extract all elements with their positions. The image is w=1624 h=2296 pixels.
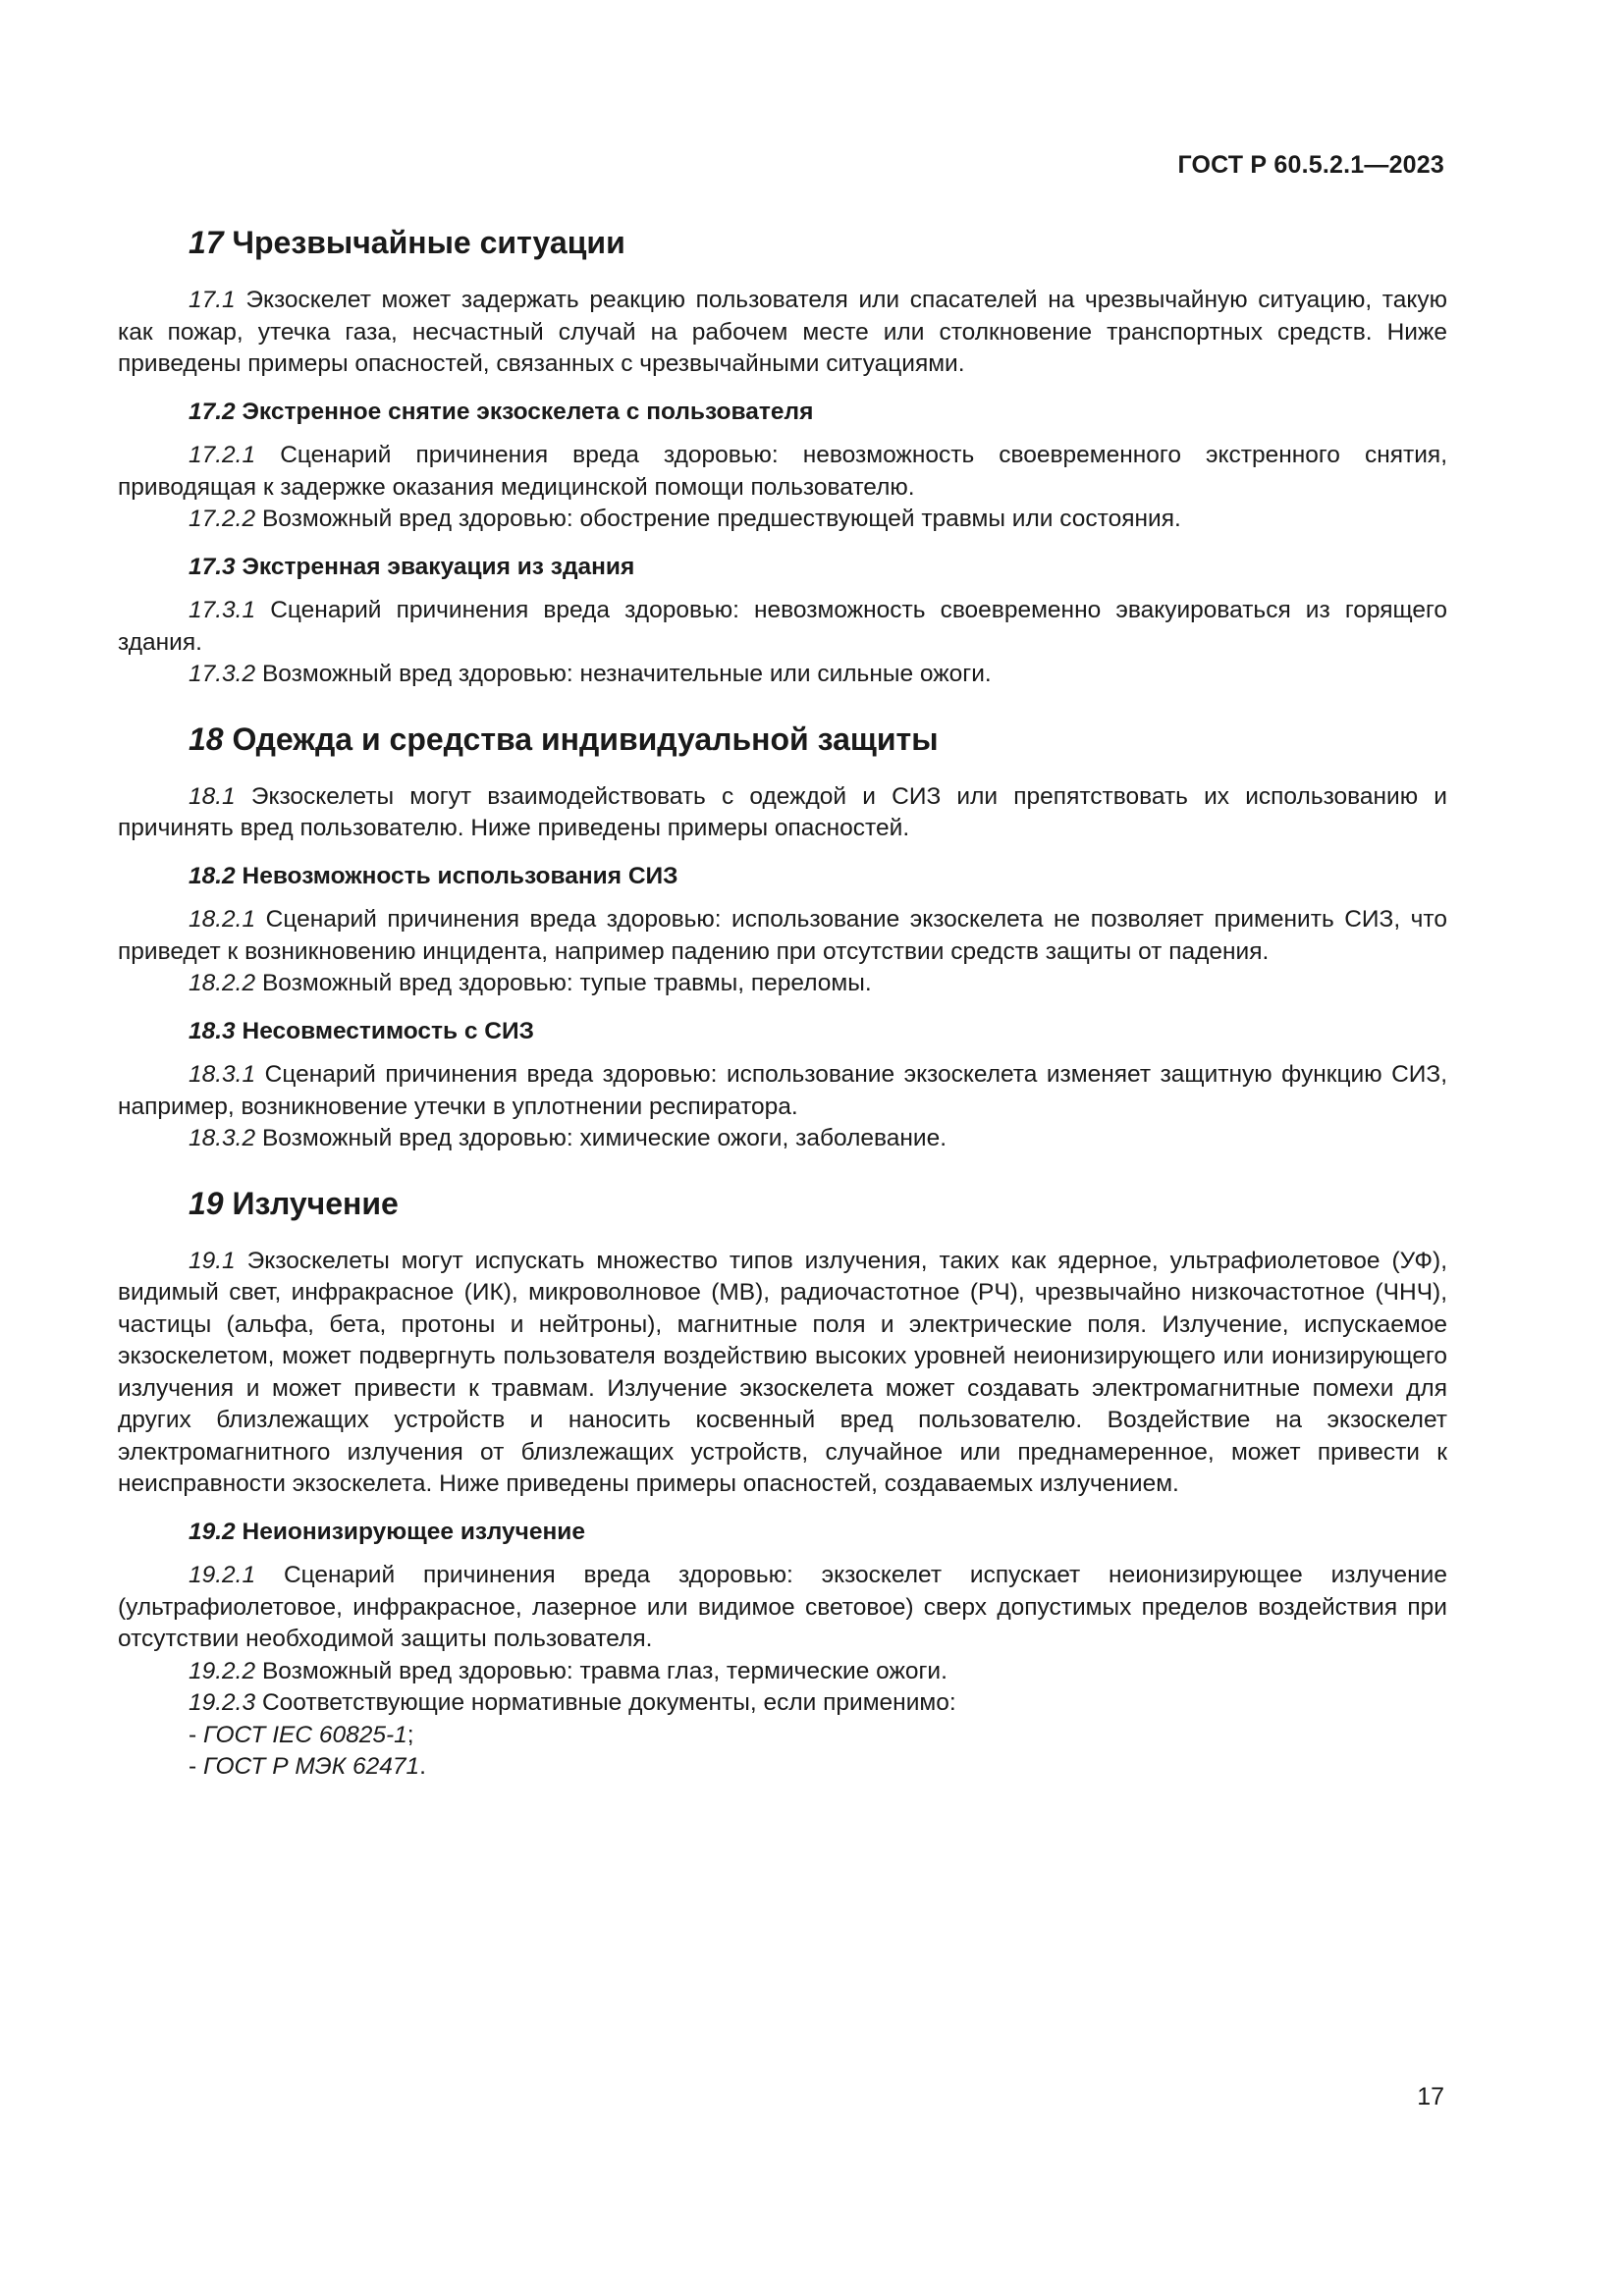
clause-text: Сценарий причинения вреда здоровью: использование экзоскелета не позволяет применить СИЗ, что приведет к возникновению инцидента, например падению при отсутствии средств защиты от падения.	[118, 906, 1447, 965]
clause-text: Экзоскелет может задержать реакцию пользователя или спасателей на чрезвычайную ситуацию, такую как пожар, утечка газа, несчастный случай на рабочем месте или столкновение транспортных средств. Ниже приведены примеры опасностей, связанных с чрезвычайными ситуациями.	[118, 287, 1448, 377]
clause-text: Возможный вред здоровью: обострение предшествующей травмы или состояния.	[261, 506, 1181, 532]
list-dash: -	[189, 1753, 203, 1780]
list-punct: ;	[406, 1721, 414, 1748]
clause-number: 19.2.1	[189, 1562, 256, 1588]
paragraph-17-3-2	[118, 659, 1447, 691]
clause-number: 18.3.1	[189, 1061, 256, 1088]
clause-number: 17.3	[189, 553, 236, 580]
section-number: 18	[189, 721, 224, 757]
paragraph-17-3-1	[118, 595, 1447, 659]
subsection-18-2-title	[118, 861, 1447, 893]
clause-number: 17.2.1	[189, 442, 256, 468]
paragraph-17-2-2	[118, 504, 1447, 536]
paragraph-19-2-1	[118, 1560, 1447, 1656]
clause-number: 18.2.1	[189, 906, 256, 933]
subsection-17-2-title	[118, 397, 1447, 429]
section-number: 19	[189, 1185, 224, 1221]
clause-number: 19.1	[189, 1247, 236, 1274]
paragraph-18-3-2	[118, 1123, 1447, 1155]
list-dash: -	[189, 1721, 203, 1748]
clause-text: Возможный вред здоровью: тупые травмы, переломы.	[261, 970, 872, 996]
section-heading-text: Чрезвычайные ситуации	[232, 225, 625, 260]
clause-number: 17.3.1	[189, 597, 256, 623]
section-heading-text: Излучение	[232, 1185, 399, 1221]
clause-number: 18.1	[189, 782, 236, 810]
paragraph-18-2-2	[118, 968, 1447, 1000]
subsection-19-2-title	[118, 1517, 1447, 1549]
clause-text: Сценарий причинения вреда здоровью: невозможность своевременно эвакуироваться из горящего здания.	[118, 597, 1448, 656]
section-19-title	[118, 1183, 1447, 1224]
section-17-title	[118, 222, 1447, 263]
clause-number: 19.2.3	[189, 1689, 256, 1716]
clause-number: 19.2.2	[189, 1657, 256, 1684]
subsection-heading-text: Экстренное снятие экзоскелета с пользователя	[242, 398, 814, 425]
page-content	[118, 222, 1447, 1784]
clause-text: Сценарий причинения вреда здоровью: невозможность своевременного экстренного снятия, приводящая к задержке оказания медицинской помощи пользователю.	[118, 442, 1448, 501]
clause-text: Возможный вред здоровью: незначительные или сильные ожоги.	[261, 661, 992, 687]
clause-text: Возможный вред здоровью: травма глаз, термические ожоги.	[261, 1657, 947, 1684]
reference-list-item	[118, 1751, 1447, 1784]
section-18-title	[118, 719, 1447, 760]
clause-number: 19.2	[189, 1518, 236, 1545]
clause-text: Сценарий причинения вреда здоровью: экзоскелет испускает неионизирующее излучение (ультрафиолетовое, инфракрасное, лазерное или видимое световое) сверх допустимых пределов воздействия при отсутствии необходимой защиты пользователя.	[118, 1562, 1447, 1652]
paragraph-19-1	[118, 1246, 1447, 1501]
subsection-18-3-title	[118, 1016, 1447, 1048]
paragraph-18-1	[118, 781, 1447, 845]
clause-number: 17.2.2	[189, 506, 256, 532]
page-number: 17	[1417, 2083, 1444, 2110]
clause-number: 18.3.2	[189, 1125, 256, 1151]
section-number: 17	[189, 225, 224, 260]
clause-text: Экзоскелеты могут взаимодействовать с одеждой и СИЗ или препятствовать их использованию и причинять вред пользователю. Ниже приведены примеры опасностей.	[118, 782, 1447, 841]
standard-designation: ГОСТ Р 60.5.2.1—2023	[1177, 151, 1444, 179]
clause-number: 18.3	[189, 1017, 236, 1044]
reference-list-item	[118, 1720, 1447, 1752]
section-heading-text: Одежда и средства индивидуальной защиты	[232, 721, 939, 757]
subsection-17-3-title	[118, 552, 1447, 584]
clause-number: 17.2	[189, 398, 236, 425]
clause-text: Возможный вред здоровью: химические ожоги, заболевание.	[261, 1125, 947, 1151]
clause-text: Соответствующие нормативные документы, если применимо:	[261, 1689, 956, 1716]
paragraph-17-2-1	[118, 440, 1447, 504]
clause-text: Сценарий причинения вреда здоровью: использование экзоскелета изменяет защитную функцию СИЗ, например, возникновение утечки в уплотнении респиратора.	[118, 1061, 1447, 1120]
paragraph-19-2-3	[118, 1687, 1447, 1720]
standard-reference: ГОСТ IEC 60825-1	[202, 1721, 407, 1748]
paragraph-18-2-1	[118, 904, 1447, 968]
subsection-heading-text: Неионизирующее излучение	[242, 1518, 585, 1545]
subsection-heading-text: Несовместимость с СИЗ	[242, 1017, 534, 1044]
paragraph-19-2-2	[118, 1656, 1447, 1688]
clause-text: Экзоскелеты могут испускать множество типов излучения, таких как ядерное, ультрафиолетовое (УФ), видимый свет, инфракрасное (ИК), микроволновое (МВ), радиочастотное (РЧ), чрезвычайно низкочастотное (ЧНЧ), частицы (альфа, бета, протоны и нейтроны), магнитные поля и электрические поля. Излучение, испускаемое экзоскелетом, может подвергнуть пользователя воздействию высоких уровней неионизирующего или ионизирующего излучения и может привести к травмам. Излучение экзоскелета может создавать электромагнитные помехи для других близлежащих устройств и наносить косвенный вред пользователю. Воздействие на экзоскелет электромагнитного излучения от близлежащих устройств, случайное или преднамеренное, может привести к неисправности экзоскелета. Ниже приведены примеры опасностей, создаваемых излучением.	[118, 1247, 1447, 1497]
clause-number: 17.3.2	[189, 661, 256, 687]
paragraph-18-3-1	[118, 1059, 1447, 1123]
standard-reference: ГОСТ Р МЭК 62471	[202, 1753, 420, 1780]
clause-number: 18.2	[189, 862, 236, 889]
list-punct: .	[419, 1753, 426, 1780]
clause-number: 17.1	[189, 287, 236, 313]
clause-number: 18.2.2	[189, 970, 256, 996]
subsection-heading-text: Экстренная эвакуация из здания	[242, 553, 635, 580]
subsection-heading-text: Невозможность использования СИЗ	[242, 862, 678, 889]
paragraph-17-1	[118, 285, 1447, 381]
